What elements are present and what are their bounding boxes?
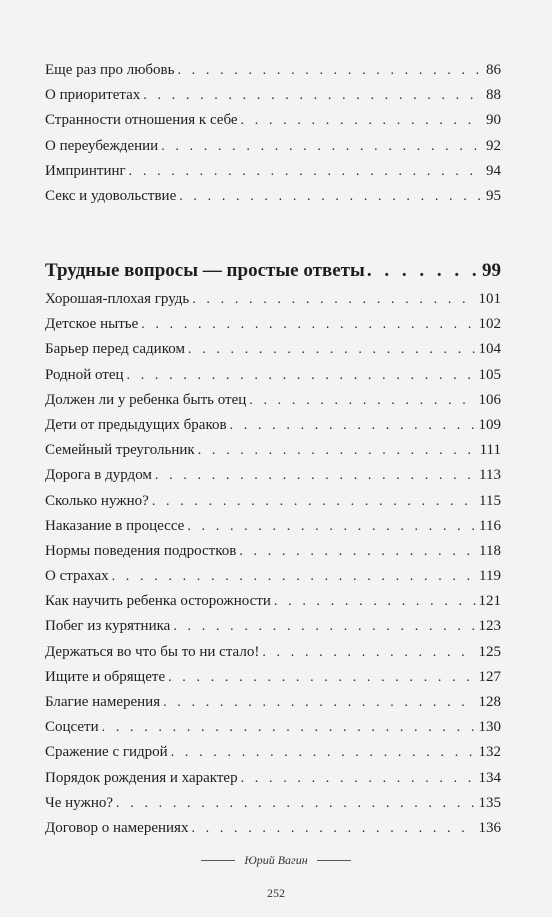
entry-page: 121 bbox=[478, 593, 501, 610]
entry-page: 119 bbox=[479, 568, 501, 585]
dot-leader bbox=[192, 287, 475, 312]
toc-entry bbox=[45, 463, 501, 488]
entry-page: 132 bbox=[478, 744, 501, 761]
dot-leader bbox=[249, 388, 475, 413]
toc-entry bbox=[45, 715, 501, 740]
dot-leader bbox=[152, 489, 476, 514]
dot-leader bbox=[179, 184, 483, 209]
entry-page: 135 bbox=[478, 794, 501, 811]
toc-entry bbox=[45, 816, 501, 841]
dot-leader bbox=[127, 363, 476, 388]
entry-page: 130 bbox=[478, 719, 501, 736]
dot-leader bbox=[129, 159, 483, 184]
entry-title: Сражение с гидрой bbox=[45, 744, 168, 761]
entry-page: 102 bbox=[478, 316, 501, 333]
entry-title: Че нужно? bbox=[45, 794, 114, 811]
entry-page: 90 bbox=[486, 112, 501, 129]
entry-page: 101 bbox=[478, 291, 501, 307]
entry-page: 109 bbox=[478, 416, 501, 433]
entry-title: Дети от предыдущих браков bbox=[45, 416, 227, 433]
entry-title: Семейный треугольник bbox=[45, 442, 195, 459]
toc-entry bbox=[45, 58, 501, 83]
toc-entry bbox=[45, 388, 501, 413]
dot-leader bbox=[171, 740, 476, 765]
entry-page: 94 bbox=[486, 162, 501, 179]
entry-title: Наказание в процессе bbox=[45, 517, 185, 534]
dot-leader bbox=[173, 614, 475, 639]
toc-list-part2 bbox=[45, 255, 501, 841]
entry-page: 123 bbox=[478, 618, 501, 635]
toc-entry bbox=[45, 83, 501, 108]
entry-title: Держаться во что бы то ни стало! bbox=[45, 643, 260, 660]
entry-page: 125 bbox=[478, 643, 501, 660]
toc-entry bbox=[45, 312, 501, 337]
dot-leader bbox=[116, 791, 475, 816]
entry-page: 113 bbox=[479, 467, 501, 484]
dot-leader bbox=[188, 337, 476, 362]
entry-title: Хорошая-плохая грудь bbox=[45, 291, 190, 307]
entry-title: Порядок рождения и характер bbox=[45, 769, 238, 786]
entry-page: 106 bbox=[478, 391, 501, 408]
footer-author: Юрий Вагин bbox=[244, 853, 308, 867]
entry-page: 116 bbox=[479, 517, 501, 534]
dot-leader bbox=[262, 640, 475, 665]
entry-title: Странности отношения к себе bbox=[45, 112, 238, 129]
toc-entry bbox=[45, 589, 501, 614]
dot-leader bbox=[274, 589, 476, 614]
entry-title: Как научить ребенка осторожности bbox=[45, 593, 271, 610]
dot-leader bbox=[143, 83, 483, 108]
entry-title: Импринтинг bbox=[45, 162, 126, 179]
toc-entry bbox=[45, 564, 501, 589]
dot-leader bbox=[241, 108, 483, 133]
toc-list-part1 bbox=[45, 58, 501, 209]
entry-title: О переубеждении bbox=[45, 137, 159, 154]
entry-title: Должен ли у ребенка быть отец bbox=[45, 391, 247, 408]
entry-page: 134 bbox=[478, 769, 501, 786]
entry-page: 111 bbox=[479, 442, 501, 459]
entry-page: 115 bbox=[479, 492, 501, 509]
dot-leader bbox=[239, 539, 476, 564]
entry-title: О страхах bbox=[45, 568, 109, 585]
entry-title: Секс и удовольствие bbox=[45, 187, 177, 204]
dot-leader bbox=[141, 312, 475, 337]
dot-leader bbox=[367, 255, 480, 287]
footer-rule-right bbox=[317, 860, 351, 861]
entry-title: Еще раз про любовь bbox=[45, 62, 175, 78]
toc-entry bbox=[45, 539, 501, 564]
page-number: 252 bbox=[267, 886, 285, 900]
entry-title: Нормы поведения подростков bbox=[45, 542, 237, 559]
toc-entry bbox=[45, 363, 501, 388]
entry-title: Договор о намерениях bbox=[45, 819, 189, 836]
dot-leader bbox=[112, 564, 476, 589]
entry-title: Благие намерения bbox=[45, 694, 161, 710]
entry-page: 86 bbox=[486, 62, 501, 78]
entry-title: Соцсети bbox=[45, 719, 99, 736]
dot-leader bbox=[230, 413, 476, 438]
dot-leader bbox=[241, 766, 476, 791]
entry-page: 95 bbox=[486, 187, 501, 204]
entry-page: 127 bbox=[478, 668, 501, 685]
toc-entry bbox=[45, 159, 501, 184]
section-page: 99 bbox=[482, 260, 501, 281]
entry-page: 118 bbox=[479, 542, 501, 559]
toc-entry bbox=[45, 134, 501, 159]
toc-entry bbox=[45, 337, 501, 362]
dot-leader bbox=[177, 58, 483, 83]
toc-entry bbox=[45, 287, 501, 312]
toc-entry bbox=[45, 438, 501, 463]
entry-title: Ищите и обрящете bbox=[45, 668, 166, 685]
entry-page: 136 bbox=[478, 819, 501, 836]
entry-page: 105 bbox=[478, 366, 501, 383]
toc-entry bbox=[45, 413, 501, 438]
section-title: Трудные вопросы — простые ответы bbox=[45, 260, 365, 281]
toc-entry bbox=[45, 514, 501, 539]
entry-page: 92 bbox=[486, 137, 501, 154]
dot-leader bbox=[102, 715, 476, 740]
toc-entry bbox=[45, 489, 501, 514]
entry-title: Барьер перед садиком bbox=[45, 341, 185, 358]
entry-title: Сколько нужно? bbox=[45, 492, 149, 509]
dot-leader bbox=[163, 690, 475, 715]
toc-entry bbox=[45, 640, 501, 665]
toc-entry bbox=[45, 690, 501, 715]
entry-title: Детское нытье bbox=[45, 316, 139, 333]
toc-entry bbox=[45, 614, 501, 639]
entry-title: Дорога в дурдом bbox=[45, 467, 152, 484]
entry-title: Родной отец bbox=[45, 366, 124, 383]
toc-entry bbox=[45, 665, 501, 690]
toc-entry bbox=[45, 791, 501, 816]
dot-leader bbox=[161, 134, 483, 159]
toc-entry bbox=[45, 766, 501, 791]
dot-leader bbox=[187, 514, 476, 539]
toc-entry bbox=[45, 108, 501, 133]
section-heading bbox=[45, 255, 501, 287]
dot-leader bbox=[198, 438, 477, 463]
entry-page: 128 bbox=[478, 694, 501, 710]
entry-title: О приоритетах bbox=[45, 87, 141, 104]
entry-page: 88 bbox=[486, 87, 501, 104]
toc-entry bbox=[45, 740, 501, 765]
footer-rule-left bbox=[201, 860, 235, 861]
toc-entry bbox=[45, 184, 501, 209]
running-footer bbox=[0, 853, 552, 868]
dot-leader bbox=[191, 816, 475, 841]
entry-page: 104 bbox=[478, 341, 501, 358]
entry-title: Побег из курятника bbox=[45, 618, 171, 635]
dot-leader bbox=[168, 665, 475, 690]
dot-leader bbox=[155, 463, 476, 488]
